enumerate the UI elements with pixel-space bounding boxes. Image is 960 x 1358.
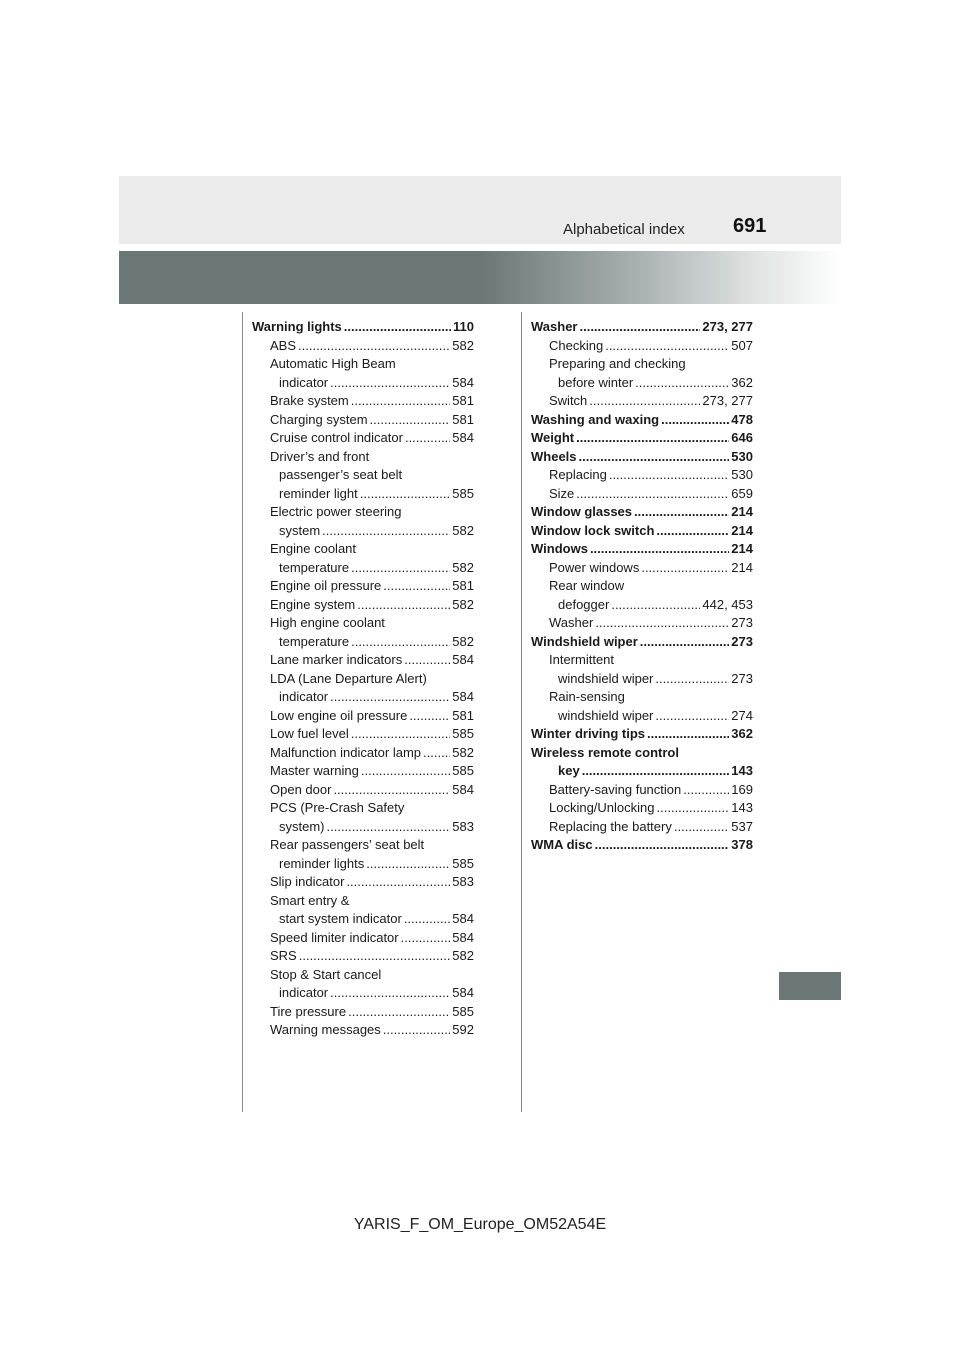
- index-entry: [252, 892, 474, 911]
- index-entry-term: Engine coolant: [270, 541, 357, 556]
- index-leader-dots: [348, 1003, 450, 1022]
- index-leader-dots: [590, 540, 729, 559]
- index-entry-term: Speed limiter indicator: [270, 929, 399, 945]
- index-entry-term: Warning messages: [270, 1022, 381, 1037]
- index-entry-term: LDA (Lane Departure Alert): [270, 670, 427, 686]
- index-entry: [252, 392, 474, 411]
- index-entry-page: 583: [452, 818, 474, 834]
- index-entry-term: SRS: [270, 948, 297, 963]
- index-entry-page: 110: [453, 319, 474, 334]
- index-entry: [252, 670, 474, 689]
- index-entry-page: 442, 453: [702, 596, 753, 612]
- index-entry: [531, 707, 753, 726]
- index-leader-dots: [656, 522, 729, 541]
- index-leader-dots: [383, 1021, 451, 1040]
- index-entry-term: Brake system: [270, 393, 349, 408]
- index-leader-dots: [360, 485, 451, 504]
- index-leader-dots: [357, 596, 450, 615]
- index-leader-dots: [361, 762, 450, 781]
- index-entry: [252, 836, 474, 855]
- index-entry-term: Stop & Start cancel: [270, 966, 382, 982]
- index-entry-term: ABS: [270, 337, 297, 353]
- index-entry-term: Lane marker indicators: [270, 652, 403, 667]
- index-leader-dots: [405, 429, 450, 448]
- index-entry: [252, 966, 474, 985]
- index-entry: [531, 392, 753, 411]
- index-entry: [252, 910, 474, 929]
- index-entry-term: passenger’s seat belt: [279, 467, 403, 482]
- index-leader-dots: [579, 448, 730, 467]
- index-entry: [252, 355, 474, 374]
- index-entry: [531, 540, 753, 559]
- index-entry: [531, 744, 753, 763]
- index-entry-term: Windows: [531, 541, 588, 556]
- index-entry-page: 378: [731, 837, 753, 852]
- index-entry: [531, 781, 753, 800]
- index-entry: [531, 577, 753, 596]
- index-entry-page: 584: [452, 911, 474, 926]
- index-entry-term: indicator: [279, 374, 329, 390]
- index-entry-term: Washer: [549, 615, 594, 630]
- index-entry-page: 273, 277: [702, 393, 753, 408]
- index-leader-dots: [595, 836, 730, 855]
- index-entry: [252, 855, 474, 874]
- index-entry-term: Replacing: [549, 467, 607, 482]
- index-entry-term: WMA disc: [531, 837, 593, 852]
- index-leader-dots: [351, 725, 451, 744]
- index-leader-dots: [370, 411, 451, 430]
- index-entry: [531, 596, 753, 615]
- index-entry-term: Rear window: [549, 578, 625, 593]
- index-entry-term: Preparing and checking: [549, 356, 686, 371]
- index-entry: [252, 1003, 474, 1022]
- index-entry-term: defogger: [558, 596, 610, 612]
- index-entry-term: Washing and waxing: [531, 411, 660, 427]
- index-entry: [531, 818, 753, 837]
- index-leader-dots: [609, 466, 729, 485]
- index-entry-page: 584: [452, 430, 474, 445]
- index-entry-page: 214: [731, 522, 753, 538]
- index-entry-term: system: [279, 522, 321, 538]
- index-entry-term: reminder light: [279, 485, 358, 501]
- index-entry-term: Windshield wiper: [531, 633, 638, 649]
- index-entry: [531, 633, 753, 652]
- index-entry-page: 273: [731, 615, 753, 630]
- index-entry: [252, 744, 474, 763]
- index-leader-dots: [657, 799, 730, 818]
- index-leader-dots: [330, 374, 450, 393]
- index-leader-dots: [351, 392, 451, 411]
- index-entry: [252, 522, 474, 541]
- index-entry: [252, 374, 474, 393]
- index-leader-dots: [330, 688, 450, 707]
- index-entry-page: 582: [452, 522, 474, 538]
- index-entry-term: Switch: [549, 393, 588, 408]
- index-entry: [531, 762, 753, 781]
- index-column-left: [252, 318, 474, 1040]
- index-entry-term: Intermittent: [549, 652, 615, 667]
- index-entry-term: Low engine oil pressure: [270, 707, 408, 723]
- index-entry-page: 585: [452, 1003, 474, 1019]
- index-entry-term: Automatic High Beam: [270, 356, 396, 371]
- index-entry: [252, 818, 474, 837]
- index-entry-term: PCS (Pre-Crash Safety: [270, 800, 405, 815]
- index-entry-term: windshield wiper: [558, 670, 654, 686]
- index-entry: [252, 707, 474, 726]
- section-gradient-band: [119, 251, 841, 304]
- index-entry: [531, 522, 753, 541]
- index-entry: [252, 559, 474, 578]
- index-entry-term: Low fuel level: [270, 726, 349, 741]
- index-entry-term: Master warning: [270, 763, 359, 778]
- index-entry-term: Window lock switch: [531, 522, 655, 538]
- index-entry-page: 592: [452, 1022, 474, 1037]
- index-entry: [531, 411, 753, 430]
- index-leader-dots: [333, 781, 450, 800]
- index-leader-dots: [401, 929, 451, 948]
- index-entry: [252, 799, 474, 818]
- index-leader-dots: [635, 374, 729, 393]
- index-entry-term: Battery-saving function: [549, 781, 682, 797]
- index-leader-dots: [683, 781, 729, 800]
- index-entry: [252, 947, 474, 966]
- index-entry-page: 274: [731, 707, 753, 723]
- index-entry-page: 582: [452, 596, 474, 612]
- index-entry-page: 585: [452, 485, 474, 501]
- index-entry-page: 581: [452, 707, 474, 723]
- index-leader-dots: [298, 337, 450, 356]
- index-entry-page: 530: [731, 448, 753, 464]
- index-entry: [252, 429, 474, 448]
- index-leader-dots: [576, 485, 729, 504]
- index-entry: [252, 688, 474, 707]
- index-entry-term: system): [279, 818, 325, 834]
- index-entry: [252, 873, 474, 892]
- page-number: 691: [733, 215, 767, 237]
- index-entry: [252, 596, 474, 615]
- index-entry-term: windshield wiper: [558, 707, 654, 723]
- index-entry: [531, 614, 753, 633]
- index-entry: [531, 485, 753, 504]
- index-entry-page: 478: [731, 411, 753, 427]
- index-entry-page: 581: [452, 393, 474, 408]
- index-entry: [252, 540, 474, 559]
- index-entry: [531, 836, 753, 855]
- index-leader-dots: [423, 744, 450, 763]
- index-leader-dots: [346, 873, 450, 892]
- index-entry-term: Warning lights: [252, 319, 342, 334]
- index-entry: [252, 577, 474, 596]
- index-entry: [252, 984, 474, 1003]
- chapter-side-tab: [779, 972, 841, 1000]
- index-entry-page: 507: [731, 337, 753, 353]
- index-leader-dots: [605, 337, 729, 356]
- index-entry: [531, 448, 753, 467]
- index-entry-term: indicator: [279, 985, 329, 1000]
- index-entry-term: Wheels: [531, 448, 577, 464]
- index-leader-dots: [589, 392, 700, 411]
- index-entry-term: Size: [549, 485, 575, 501]
- index-entry-term: Engine oil pressure: [270, 578, 382, 593]
- index-entry-term: Smart entry &: [270, 892, 350, 908]
- index-entry-page: 214: [731, 504, 753, 519]
- index-entry-term: Window glasses: [531, 504, 633, 519]
- index-leader-dots: [582, 762, 730, 781]
- right-column-rule: [521, 312, 522, 1112]
- index-entry: [252, 503, 474, 522]
- index-entry: [252, 318, 474, 337]
- index-entry-term: key: [558, 763, 580, 778]
- index-entry-page: 169: [731, 781, 753, 797]
- index-entry-term: Power windows: [549, 559, 640, 575]
- index-entry: [252, 614, 474, 633]
- index-leader-dots: [576, 429, 729, 448]
- index-leader-dots: [404, 651, 450, 670]
- index-leader-dots: [595, 614, 729, 633]
- index-entry: [531, 337, 753, 356]
- index-entry-page: 585: [452, 726, 474, 741]
- index-entry-term: temperature: [279, 559, 350, 575]
- index-entry-page: 143: [731, 800, 753, 815]
- index-entry: [252, 929, 474, 948]
- left-column-rule: [242, 312, 243, 1112]
- index-leader-dots: [344, 318, 451, 337]
- index-leader-dots: [383, 577, 450, 596]
- index-leader-dots: [640, 633, 730, 652]
- index-entry-page: 646: [731, 430, 753, 445]
- index-leader-dots: [327, 818, 451, 837]
- index-leader-dots: [674, 818, 729, 837]
- index-entry: [531, 725, 753, 744]
- index-entry-term: Cruise control indicator: [270, 430, 403, 445]
- index-leader-dots: [409, 707, 450, 726]
- index-leader-dots: [655, 670, 729, 689]
- index-entry: [252, 1021, 474, 1040]
- index-entry-page: 581: [452, 411, 474, 427]
- document-footer: YARIS_F_OM_Europe_OM52A54E: [353, 1216, 607, 1233]
- index-entry-page: 273, 277: [702, 319, 753, 334]
- index-entry-page: 585: [452, 855, 474, 871]
- index-entry-term: Weight: [531, 430, 575, 445]
- index-entry: [531, 429, 753, 448]
- index-entry-page: 214: [731, 559, 753, 575]
- index-leader-dots: [579, 318, 700, 337]
- index-entry: [252, 466, 474, 485]
- index-entry-page: 362: [731, 374, 753, 390]
- index-entry-term: Electric power steering: [270, 504, 402, 519]
- index-entry: [252, 411, 474, 430]
- index-entry: [531, 355, 753, 374]
- index-entry: [531, 799, 753, 818]
- index-leader-dots: [611, 596, 700, 615]
- index-entry-term: start system indicator: [279, 911, 402, 926]
- index-entry-page: 273: [731, 633, 753, 649]
- index-entry-term: temperature: [279, 633, 350, 649]
- index-entry: [252, 485, 474, 504]
- index-entry-term: Checking: [549, 337, 604, 353]
- index-entry-term: indicator: [279, 689, 329, 704]
- index-entry-term: Winter driving tips: [531, 726, 645, 741]
- index-leader-dots: [655, 707, 729, 726]
- index-entry-page: 143: [731, 763, 753, 778]
- index-entry-term: Rear passengers’ seat belt: [270, 837, 425, 852]
- index-leader-dots: [647, 725, 729, 744]
- index-entry: [531, 559, 753, 578]
- index-leader-dots: [330, 984, 450, 1003]
- index-entry-term: Washer: [531, 319, 578, 334]
- index-entry: [531, 651, 753, 670]
- index-entry-page: 585: [452, 763, 474, 778]
- index-entry: [252, 725, 474, 744]
- index-entry-page: 362: [731, 726, 753, 741]
- index-leader-dots: [299, 947, 451, 966]
- index-leader-dots: [366, 855, 450, 874]
- index-entry-term: Locking/Unlocking: [549, 800, 655, 815]
- index-entry-page: 582: [452, 948, 474, 963]
- index-entry: [531, 318, 753, 337]
- index-leader-dots: [404, 910, 450, 929]
- index-entry-term: Replacing the battery: [549, 818, 672, 834]
- index-entry-page: 537: [731, 818, 753, 834]
- index-entry-term: before winter: [558, 374, 634, 390]
- index-entry: [252, 633, 474, 652]
- index-entry-term: Rain-sensing: [549, 689, 625, 704]
- page-title: Alphabetical index: [563, 221, 685, 238]
- index-entry-page: 584: [452, 689, 474, 704]
- index-entry-term: Charging system: [270, 411, 368, 427]
- index-entry-term: Malfunction indicator lamp: [270, 744, 422, 760]
- index-entry-page: 581: [452, 578, 474, 593]
- index-entry: [531, 374, 753, 393]
- index-leader-dots: [634, 503, 729, 522]
- index-leader-dots: [641, 559, 729, 578]
- index-entry-page: 584: [452, 985, 474, 1000]
- index-entry-term: Driver’s and front: [270, 448, 370, 464]
- index-entry: [531, 688, 753, 707]
- index-entry-page: 584: [452, 652, 474, 667]
- index-entry: [531, 466, 753, 485]
- index-entry-term: Open door: [270, 781, 332, 797]
- index-entry-page: 214: [731, 541, 753, 556]
- index-entry-page: 584: [452, 374, 474, 390]
- index-entry: [252, 448, 474, 467]
- index-entry-term: Slip indicator: [270, 874, 345, 889]
- index-entry-term: Tire pressure: [270, 1003, 347, 1019]
- index-entry: [531, 503, 753, 522]
- index-column-right: [531, 318, 753, 855]
- index-entry-page: 582: [452, 559, 474, 575]
- index-entry: [531, 670, 753, 689]
- index-entry-page: 582: [452, 744, 474, 760]
- index-entry: [252, 337, 474, 356]
- index-entry: [252, 781, 474, 800]
- index-entry: [252, 651, 474, 670]
- index-entry: [252, 762, 474, 781]
- index-entry-page: 659: [731, 485, 753, 501]
- index-entry-page: 582: [452, 633, 474, 649]
- index-leader-dots: [351, 633, 450, 652]
- index-entry-term: Engine system: [270, 596, 356, 612]
- index-entry-page: 530: [731, 467, 753, 482]
- index-entry-page: 273: [731, 670, 753, 686]
- index-entry-term: reminder lights: [279, 855, 365, 871]
- index-entry-page: 584: [452, 929, 474, 945]
- index-leader-dots: [661, 411, 729, 430]
- index-leader-dots: [351, 559, 450, 578]
- index-entry-page: 582: [452, 337, 474, 353]
- index-entry-term: High engine coolant: [270, 615, 385, 630]
- index-entry-page: 584: [452, 781, 474, 797]
- index-entry-page: 583: [452, 874, 474, 889]
- index-entry-term: Wireless remote control: [531, 744, 679, 760]
- index-leader-dots: [322, 522, 450, 541]
